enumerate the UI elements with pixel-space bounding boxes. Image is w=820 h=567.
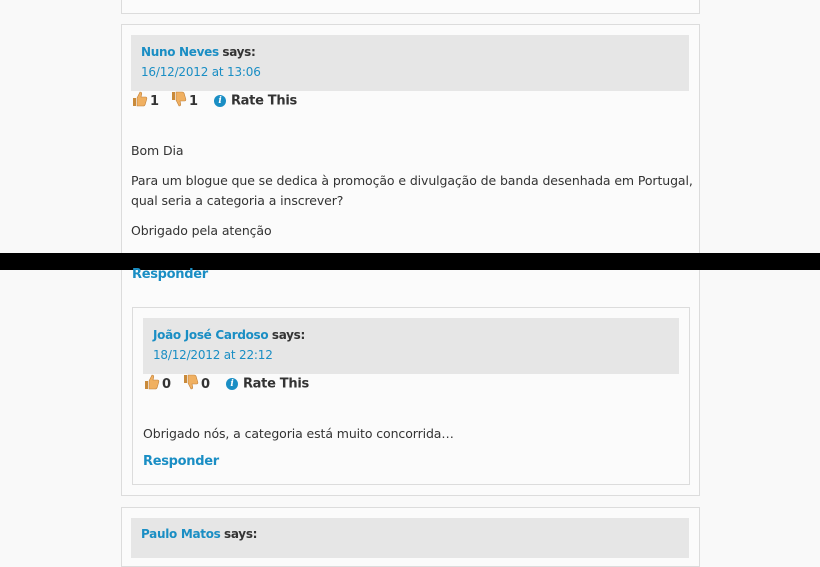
- comment-paragraph: Bom Dia: [131, 143, 184, 158]
- reply-button[interactable]: Responder: [143, 454, 219, 469]
- comment-author-link[interactable]: Nuno Neves: [141, 45, 219, 59]
- comment-author-link[interactable]: João José Cardoso: [153, 328, 269, 342]
- comment-meta: [131, 518, 689, 558]
- dislike-count: 1: [188, 93, 198, 109]
- reply-button[interactable]: Responder: [132, 267, 208, 282]
- says-label: says:: [222, 45, 256, 59]
- previous-comment-box: [121, 0, 700, 14]
- comment-paragraph: Para um blogue que se dedica à promoção e divulgação de banda desenhada em Portugal,: [131, 173, 693, 188]
- comment-paragraph: Obrigado pela atenção: [131, 223, 272, 238]
- says-label: says:: [271, 328, 305, 342]
- info-icon[interactable]: i: [226, 378, 238, 390]
- thumbs-up-icon[interactable]: [144, 374, 160, 394]
- thumbs-down-icon[interactable]: [171, 91, 187, 111]
- says-label: says:: [224, 527, 258, 541]
- dislike-count: 0: [200, 376, 210, 392]
- like-count: 1: [150, 93, 159, 109]
- comment-author-link[interactable]: Paulo Matos: [141, 527, 221, 541]
- comment-meta: [143, 318, 679, 374]
- comment-paragraph: Obrigado nós, a categoria está muito concorrida…: [143, 426, 454, 441]
- comment-paragraph: qual seria a categoria a inscrever?: [131, 193, 344, 208]
- thumbs-up-icon[interactable]: [132, 91, 148, 111]
- like-count: 0: [162, 376, 171, 392]
- thumbs-down-icon[interactable]: [183, 374, 199, 394]
- rate-this-label[interactable]: Rate This: [242, 376, 309, 392]
- rating-bar: [132, 91, 297, 111]
- comment-meta: [131, 35, 689, 91]
- black-overlay-bar: [0, 253, 820, 270]
- rate-this-label[interactable]: Rate This: [230, 93, 297, 109]
- rating-bar: [144, 374, 309, 394]
- info-icon[interactable]: i: [214, 95, 226, 107]
- comment-date-link[interactable]: 16/12/2012 at 13:06: [141, 65, 261, 79]
- comment-date-link[interactable]: 18/12/2012 at 22:12: [153, 348, 273, 362]
